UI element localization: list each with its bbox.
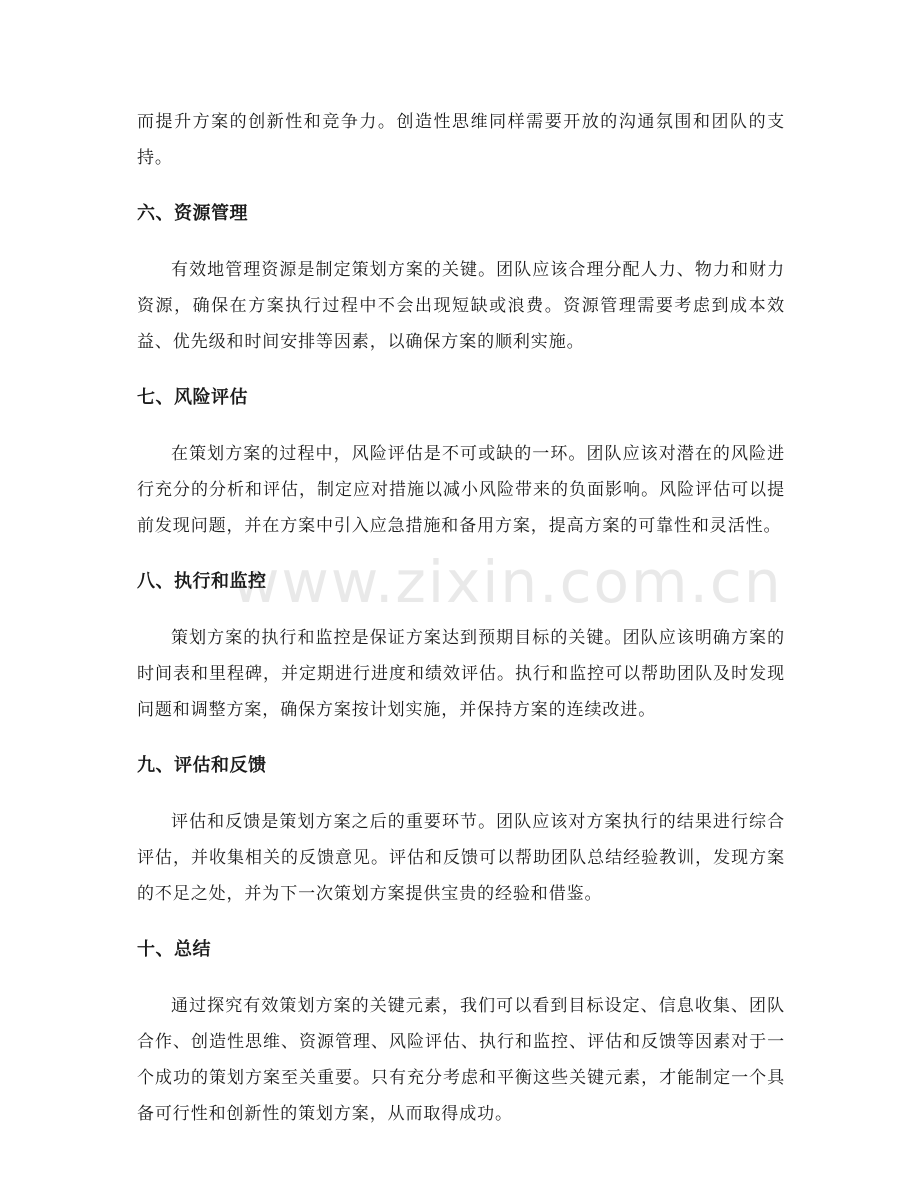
watermark: www.zixin.com.cn [232,548,783,616]
section-body-execution-monitoring: 策划方案的执行和监控是保证方案达到预期目标的关键。团队应该明确方案的时间表和里程碑，并定期进行进度和绩效评估。执行和监控可以帮助团队及时发现问题和调整方案，确保方案按计划实施，并保持方案的连续改进。 [137,628,785,720]
section-heading-evaluation-feedback: 九、评估和反馈 [137,755,267,776]
section-heading-risk-assessment: 七、风险评估 [137,387,248,408]
section-body-resource-management: 有效地管理资源是制定策划方案的关键。团队应该合理分配人力、物力和财力资源，确保在方案执行过程中不会出现短缺或浪费。资源管理需要考虑到成本效益、优先级和时间安排等因素，以确保方案的顺利实施。 [137,260,785,352]
section-heading-summary: 十、总结 [137,939,211,960]
section-heading-resource-management: 六、资源管理 [137,203,248,224]
section-body-risk-assessment: 在策划方案的过程中，风险评估是不可或缺的一环。团队应该对潜在的风险进行充分的分析和评估，制定应对措施以减小风险带来的负面影响。风险评估可以提前发现问题，并在方案中引入应急措施和备用方案，提高方案的可靠性和灵活性。 [137,444,785,536]
document-body [137,104,785,1132]
section-body-summary: 通过探究有效策划方案的关键元素，我们可以看到目标设定、信息收集、团队合作、创造性思维、资源管理、风险评估、执行和监控、评估和反馈等因素对于一个成功的策划方案至关重要。只有充分考虑和平衡这些关键元素，才能制定一个具备可行性和创新性的策划方案，从而取得成功。 [137,996,785,1124]
section-heading-execution-monitoring: 八、执行和监控 [137,571,267,592]
section-body-evaluation-feedback: 评估和反馈是策划方案之后的重要环节。团队应该对方案执行的结果进行综合评估，并收集相关的反馈意见。评估和反馈可以帮助团队总结经验教训，发现方案的不足之处，并为下一次策划方案提供宝贵的经验和借鉴。 [137,812,785,904]
intro-paragraph: 而提升方案的创新性和竞争力。创造性思维同样需要开放的沟通氛围和团队的支持。 [137,112,785,168]
